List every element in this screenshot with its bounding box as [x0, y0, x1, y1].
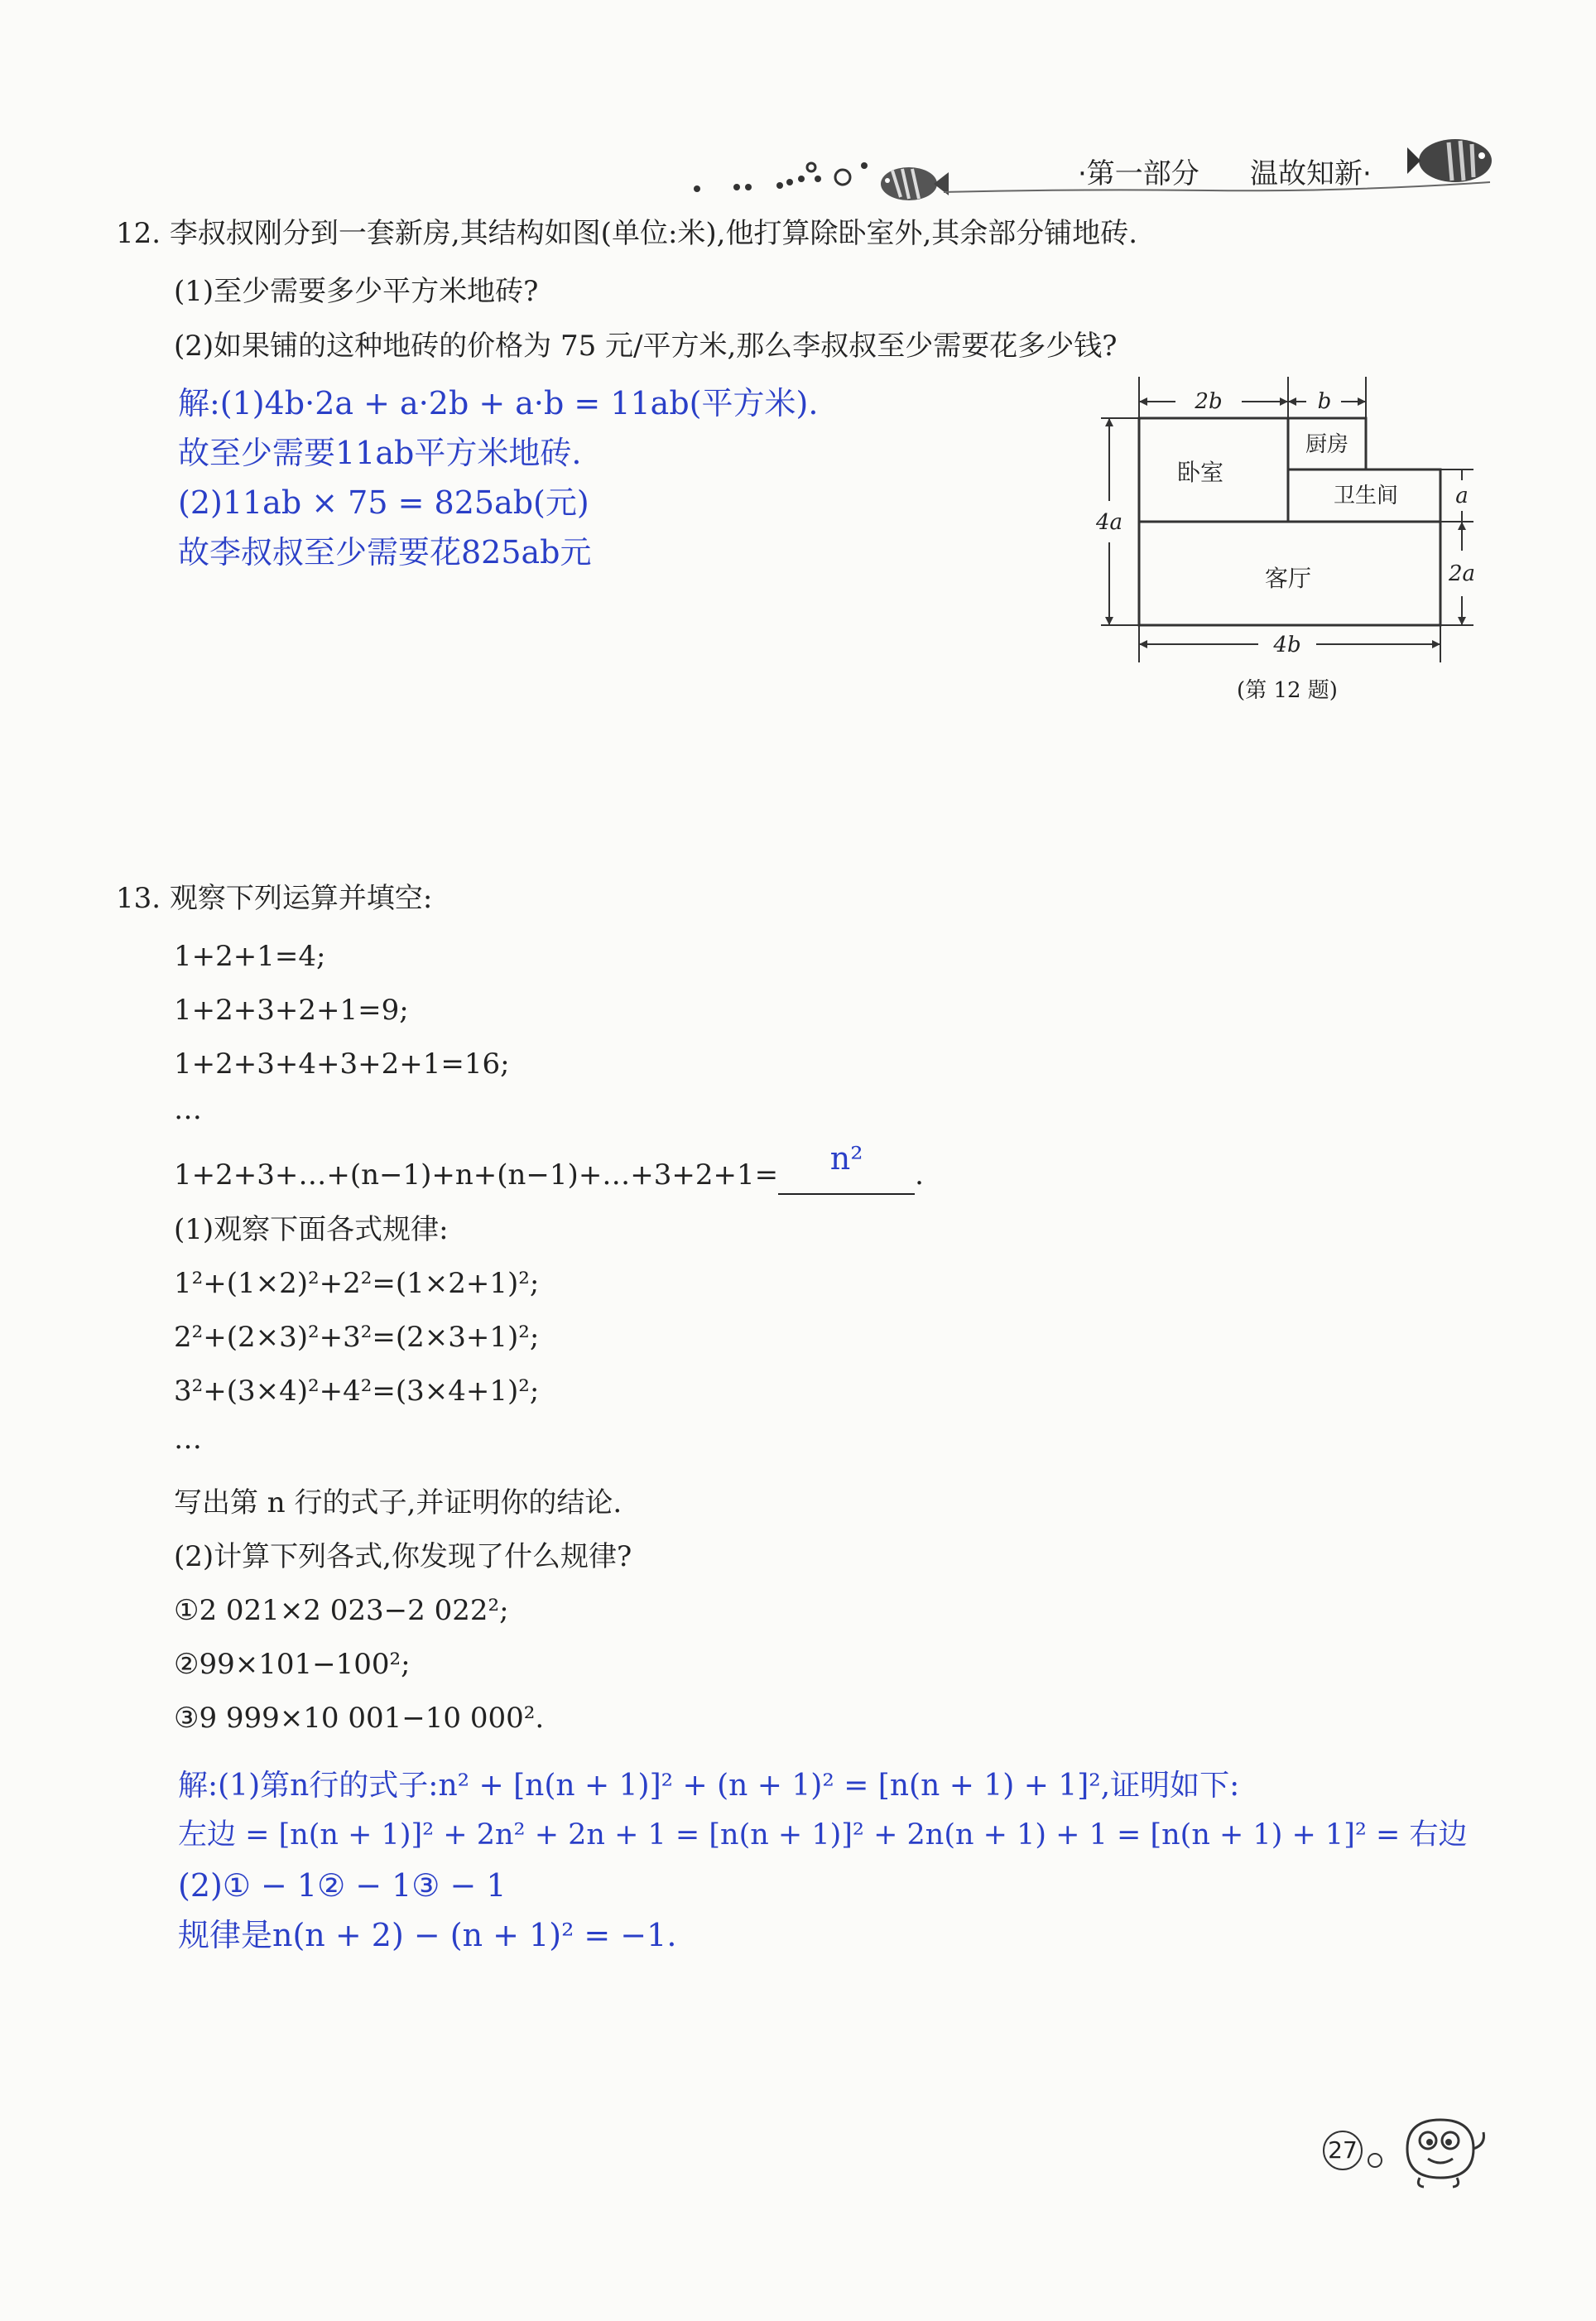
page-number-circle	[1323, 2131, 1363, 2170]
small-circle-decoration	[1368, 2153, 1382, 2168]
q13-fill-line	[174, 1140, 924, 1195]
fish-icon-left	[876, 159, 950, 209]
dim-4a-label: 4a	[1095, 510, 1123, 535]
q13-fill-prefix: 1+2+3+…+(n−1)+n+(n−1)+…+3+2+1=	[174, 1158, 779, 1192]
floor-plan-figure	[1093, 377, 1482, 708]
dim-a-label: a	[1455, 484, 1469, 508]
q13-sub1-title: (1)观察下面各式规律:	[174, 1213, 449, 1246]
dim-2b-label: 2b	[1195, 389, 1223, 414]
q13-sub1-line-3: 3²+(3×4)²+4²=(3×4+1)²;	[174, 1375, 540, 1408]
page-number: 27	[1328, 2136, 1358, 2164]
q12-stem: 12. 李叔叔刚分到一套新房,其结构如图(单位:米),他打算除卧室外,其余部分铺地砖.	[116, 217, 1138, 250]
q12-answer-line-4: 故李叔叔至少需要花825ab元	[178, 534, 592, 571]
q13-sub1-line-4: …	[174, 1423, 202, 1456]
q13-sub2-title: (2)计算下列各式,你发现了什么规律?	[174, 1540, 632, 1573]
room-kitchen-label: 厨房	[1305, 432, 1349, 457]
q12-answer-line-1: 解:(1)4b·2a + a·2b + a·b = 11ab(平方米).	[178, 385, 819, 421]
q13-sub2-item-2: ②99×101−100²;	[174, 1648, 411, 1681]
q13-fill-suffix: .	[915, 1158, 924, 1192]
fish-icon-right	[1407, 132, 1498, 190]
dim-b-label: b	[1317, 389, 1332, 414]
q12-answer-line-3: (2)11ab × 75 = 825ab(元)	[178, 484, 589, 521]
q12-sub1: (1)至少需要多少平方米地砖?	[174, 275, 539, 308]
q13-line-3: 1+2+3+4+3+2+1=16;	[174, 1047, 510, 1081]
room-bathroom-label: 卫生间	[1333, 484, 1399, 508]
q12-answer-line-2: 故至少需要11ab平方米地砖.	[178, 435, 582, 471]
q13-answer-line-4: 规律是n(n + 2) − (n + 1)² = −1.	[178, 1917, 677, 1953]
q13-fill-answer: n²	[829, 1140, 863, 1177]
q13-sub1-task: 写出第 n 行的式子,并证明你的结论.	[174, 1486, 623, 1519]
q13-answer-line-2: 左边 = [n(n + 1)]² + 2n² + 2n + 1 = [n(n + 1)]² + 2n(n + 1) + 1 = [n(n + 1) + 1]² = 右边	[178, 1818, 1468, 1852]
q13-sub1-line-1: 1²+(1×2)²+2²=(1×2+1)²;	[174, 1267, 540, 1300]
q13-answer-line-1: 解:(1)第n行的式子:n² + [n(n + 1)]² + (n + 1)² = [n(n + 1) + 1]²,证明如下:	[178, 1769, 1240, 1803]
room-bedroom-label: 卧室	[1176, 459, 1224, 486]
q13-stem: 13. 观察下列运算并填空:	[116, 882, 433, 915]
cartoon-mascot-icon	[1391, 2107, 1490, 2190]
q13-sub2-item-3: ③9 999×10 001−10 000².	[174, 1702, 545, 1735]
q13-sub2-item-1: ①2 021×2 023−2 022²;	[174, 1594, 509, 1627]
q13-line-2: 1+2+3+2+1=9;	[174, 994, 409, 1027]
q13-sub1-line-2: 2²+(2×3)²+3²=(2×3+1)²;	[174, 1321, 540, 1354]
figure-caption: (第 12 题)	[1237, 678, 1338, 703]
q12-sub2: (2)如果铺的这种地砖的价格为 75 元/平方米,那么李叔叔至少需要花多少钱?	[174, 330, 1118, 363]
dim-2a-label: 2a	[1448, 561, 1476, 586]
q13-answer-line-3: (2)① − 1② − 1③ − 1	[178, 1867, 507, 1904]
q13-line-4: …	[174, 1093, 202, 1126]
header-subtitle: 温故知新·	[1250, 157, 1372, 190]
q13-fill-blank	[778, 1140, 915, 1195]
q13-line-1: 1+2+1=4;	[174, 940, 326, 973]
header-section: ·第一部分	[1078, 157, 1199, 190]
dim-4b-label: 4b	[1273, 633, 1301, 657]
room-living-label: 客厅	[1264, 565, 1312, 592]
